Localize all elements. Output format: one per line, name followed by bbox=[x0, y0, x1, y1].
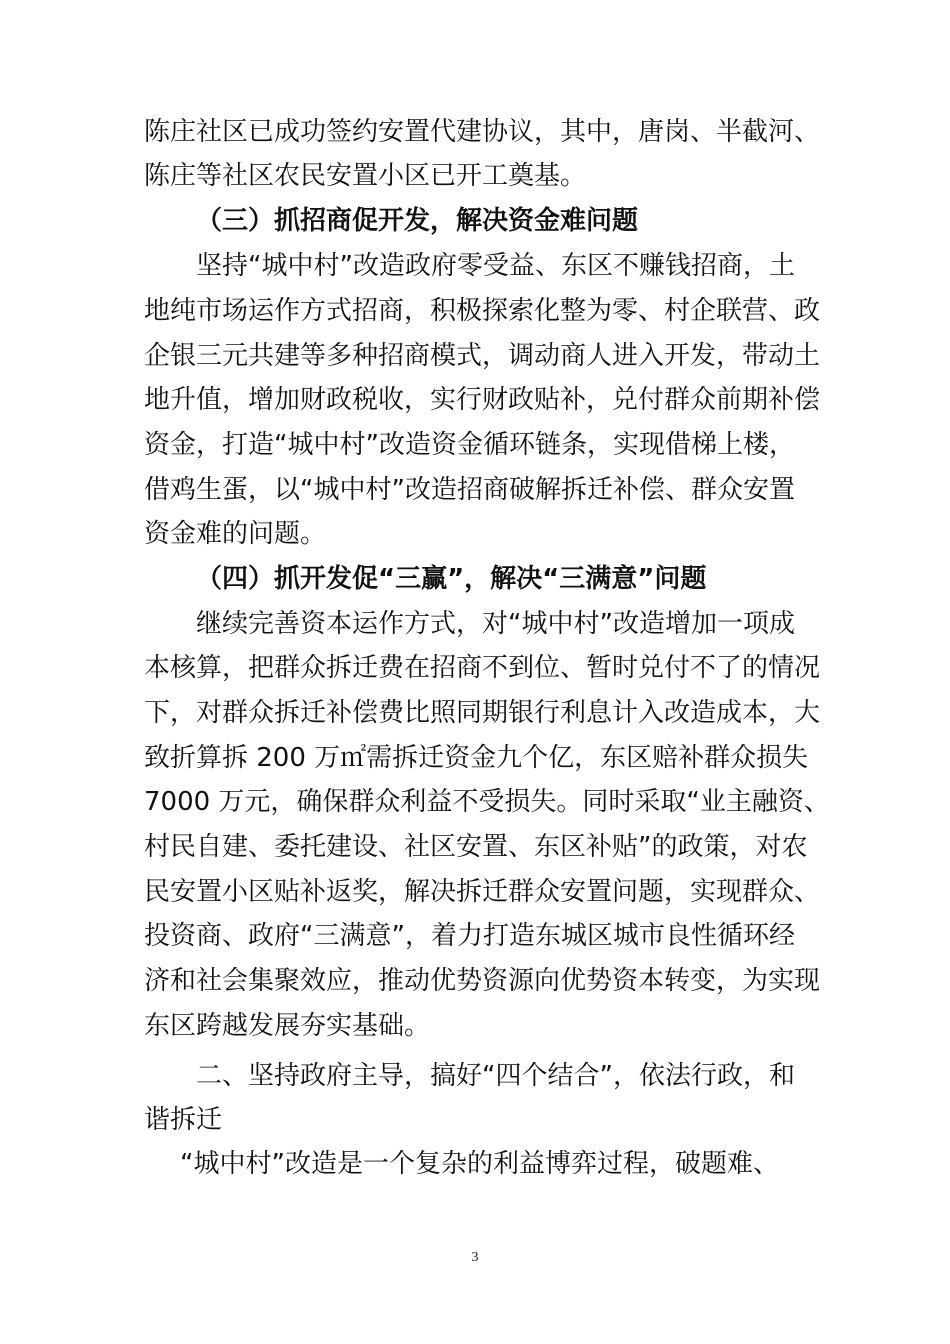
paragraph-line: 地纯市场运作方式招商，积极探索化整为零、村企联营、政 bbox=[144, 296, 821, 326]
paragraph-line: “城中村”改造是一个复杂的利益博弈过程，破题难、 bbox=[180, 1149, 779, 1179]
paragraph-line: 继续完善资本运作方式，对“城中村”改造增加一项成 bbox=[196, 609, 795, 639]
section-heading-level-1: 二、坚持政府主导，搞好“四个结合”，依法行政，和 bbox=[196, 1061, 795, 1091]
paragraph-line: 东区跨越发展夯实基础。 bbox=[144, 1011, 431, 1041]
paragraph-line: 资金难的问题。 bbox=[144, 519, 327, 549]
paragraph-line: 本核算，把群众拆迁费在招商不到位、暂时兑付不了的情况 bbox=[144, 653, 821, 683]
paragraph-line: 陈庄社区已成功签约安置代建协议，其中，唐岗、半截河、 bbox=[144, 117, 821, 147]
paragraph-line: 地升值，增加财政税收，实行财政贴补，兑付群众前期补偿 bbox=[144, 385, 821, 415]
paragraph-line: 资金，打造“城中村”改造资金循环链条，实现借梯上楼， bbox=[144, 430, 795, 460]
page-number: 3 bbox=[471, 1250, 479, 1265]
paragraph-line: 致折算拆 200 万㎡需拆迁资金九个亿，东区赔补群众损失 bbox=[144, 743, 809, 773]
section-heading-level-1-continued: 谐拆迁 bbox=[144, 1105, 223, 1135]
section-heading: （三）抓招商促开发，解决资金难问题 bbox=[196, 206, 639, 236]
section-heading: （四）抓开发促“三赢”，解决“三满意”问题 bbox=[196, 564, 707, 594]
paragraph-line: 陈庄等社区农民安置小区已开工奠基。 bbox=[144, 161, 587, 191]
paragraph-line: 借鸡生蛋，以“城中村”改造招商破解拆迁补偿、群众安置 bbox=[144, 475, 795, 505]
paragraph-line: 投资商、政府“三满意”，着力打造东城区城市良性循环经 bbox=[144, 921, 795, 951]
paragraph-line: 民安置小区贴补返奖，解决拆迁群众安置问题，实现群众、 bbox=[144, 877, 821, 907]
paragraph-line: 村民自建、委托建设、社区安置、东区补贴”的政策，对农 bbox=[144, 832, 808, 862]
paragraph-line: 济和社会集聚效应，推动优势资源向优势资本转变，为实现 bbox=[144, 966, 821, 996]
paragraph-line: 坚持“城中村”改造政府零受益、东区不赚钱招商，土 bbox=[196, 251, 795, 281]
paragraph-line: 企银三元共建等多种招商模式，调动商人进入开发，带动土 bbox=[144, 341, 821, 371]
paragraph-line: 下，对群众拆迁补偿费比照同期银行利息计入改造成本，大 bbox=[144, 698, 821, 728]
paragraph-line: 7000 万元，确保群众利益不受损失。同时采取“业主融资、 bbox=[144, 787, 830, 817]
